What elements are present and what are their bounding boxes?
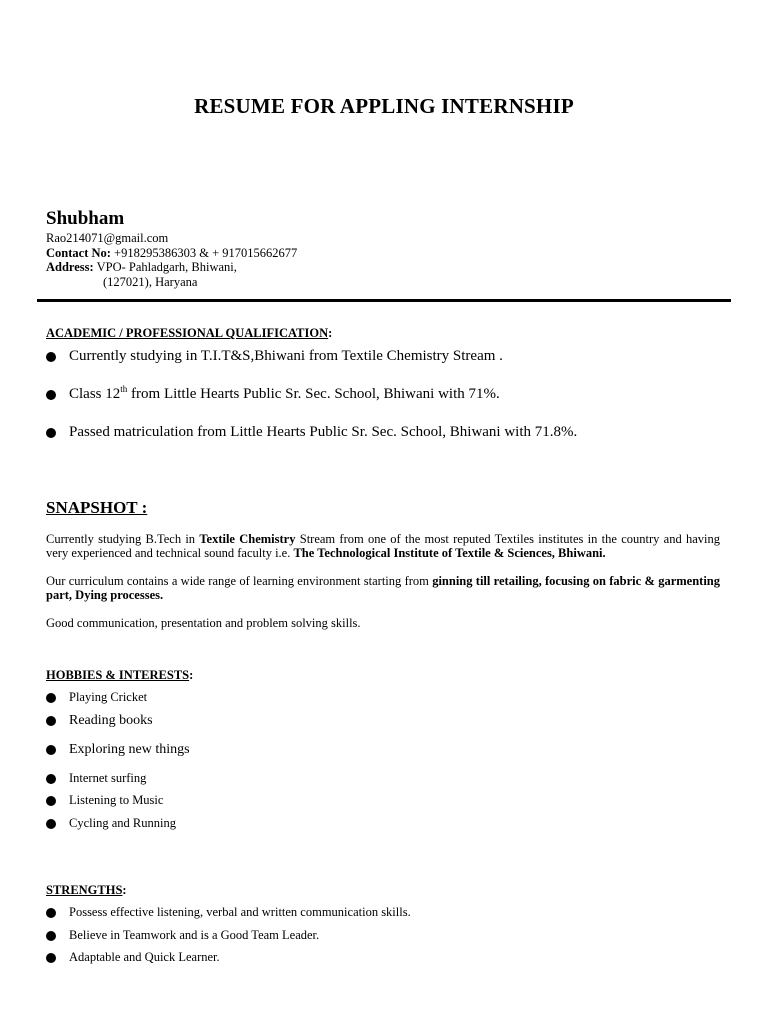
- hobby-item: Internet surfing: [69, 771, 147, 785]
- list-item: [46, 950, 220, 965]
- list-item: [46, 771, 146, 786]
- academic-heading: ACADEMIC / PROFESSIONAL QUALIFICATION:: [46, 326, 333, 340]
- snapshot-paragraph-2: Our curriculum contains a wide range of learning environment starting from ginning till retailing, focusing on fabric & garmenting part, Dying processes.: [46, 574, 720, 603]
- bullet-icon: [46, 693, 56, 703]
- hobby-item: Playing Cricket: [69, 690, 148, 704]
- list-item: [46, 905, 411, 920]
- bullet-icon: [46, 819, 56, 829]
- list-item: [46, 386, 500, 403]
- bullet-icon: [46, 931, 56, 941]
- strength-item: Possess effective listening, verbal and written communication skills.: [69, 905, 411, 919]
- snapshot-paragraph-1: Currently studying B.Tech in Textile Chemistry Stream from one of the most reputed Textiles institutes in the country and having very experienced and technical sound faculty i.e. The Technological Institute of Textile & Sciences, Bhiwani.: [46, 532, 720, 561]
- address-line-2: (127021), Haryana: [103, 275, 198, 290]
- phone-line: [46, 246, 297, 261]
- hobby-item: Listening to Music: [69, 793, 164, 807]
- bullet-icon: [46, 796, 56, 806]
- strength-item: Believe in Teamwork and is a Good Team Leader.: [69, 928, 320, 942]
- strength-item: Adaptable and Quick Learner.: [69, 950, 220, 964]
- address-label: Address:: [46, 260, 94, 275]
- bullet-icon: [46, 716, 56, 726]
- candidate-name: Shubham: [46, 208, 125, 229]
- list-item: [46, 424, 577, 441]
- strengths-heading: STRENGTHS:: [46, 883, 127, 897]
- bullet-icon: [46, 428, 56, 438]
- academic-item-3: Passed matriculation from Little Hearts Public Sr. Sec. School, Bhiwani with 71.8%.: [69, 424, 578, 440]
- bullet-icon: [46, 390, 56, 400]
- address-value: VPO- Pahladgarh, Bhiwani,: [93, 260, 237, 275]
- address-line-1: [46, 260, 297, 275]
- academic-item-1: Currently studying in T.I.T&S,Bhiwani from Textile Chemistry Stream .: [69, 348, 503, 364]
- academic-item-2: Class 12th from Little Hearts Public Sr. Sec. School, Bhiwani with 71%.: [69, 384, 500, 402]
- contact-block: [46, 231, 297, 290]
- bullet-icon: [46, 908, 56, 918]
- hobbies-heading: HOBBIES & INTERESTS:: [46, 668, 194, 682]
- hobby-item: Cycling and Running: [69, 816, 176, 830]
- list-item: [46, 816, 176, 831]
- snapshot-heading: SNAPSHOT :: [46, 498, 148, 517]
- list-item: [46, 742, 190, 758]
- email: Rao214071@gmail.com: [46, 231, 169, 245]
- resume-title: RESUME FOR APPLING INTERNSHIP: [194, 94, 574, 118]
- bullet-icon: [46, 774, 56, 784]
- list-item: [46, 713, 153, 729]
- list-item: [46, 793, 163, 808]
- hobby-item: Exploring new things: [69, 742, 190, 757]
- phone-label: Contact No:: [46, 245, 111, 260]
- header-divider: [37, 299, 731, 302]
- list-item: [46, 348, 503, 365]
- phone-value: +918295386303 & + 917015662677: [110, 245, 298, 260]
- bullet-icon: [46, 953, 56, 963]
- snapshot-paragraph-3: Good communication, presentation and problem solving skills.: [46, 616, 361, 630]
- bullet-icon: [46, 352, 56, 362]
- bullet-icon: [46, 745, 56, 755]
- hobby-item: Reading books: [69, 713, 153, 728]
- list-item: [46, 690, 147, 705]
- list-item: [46, 928, 319, 943]
